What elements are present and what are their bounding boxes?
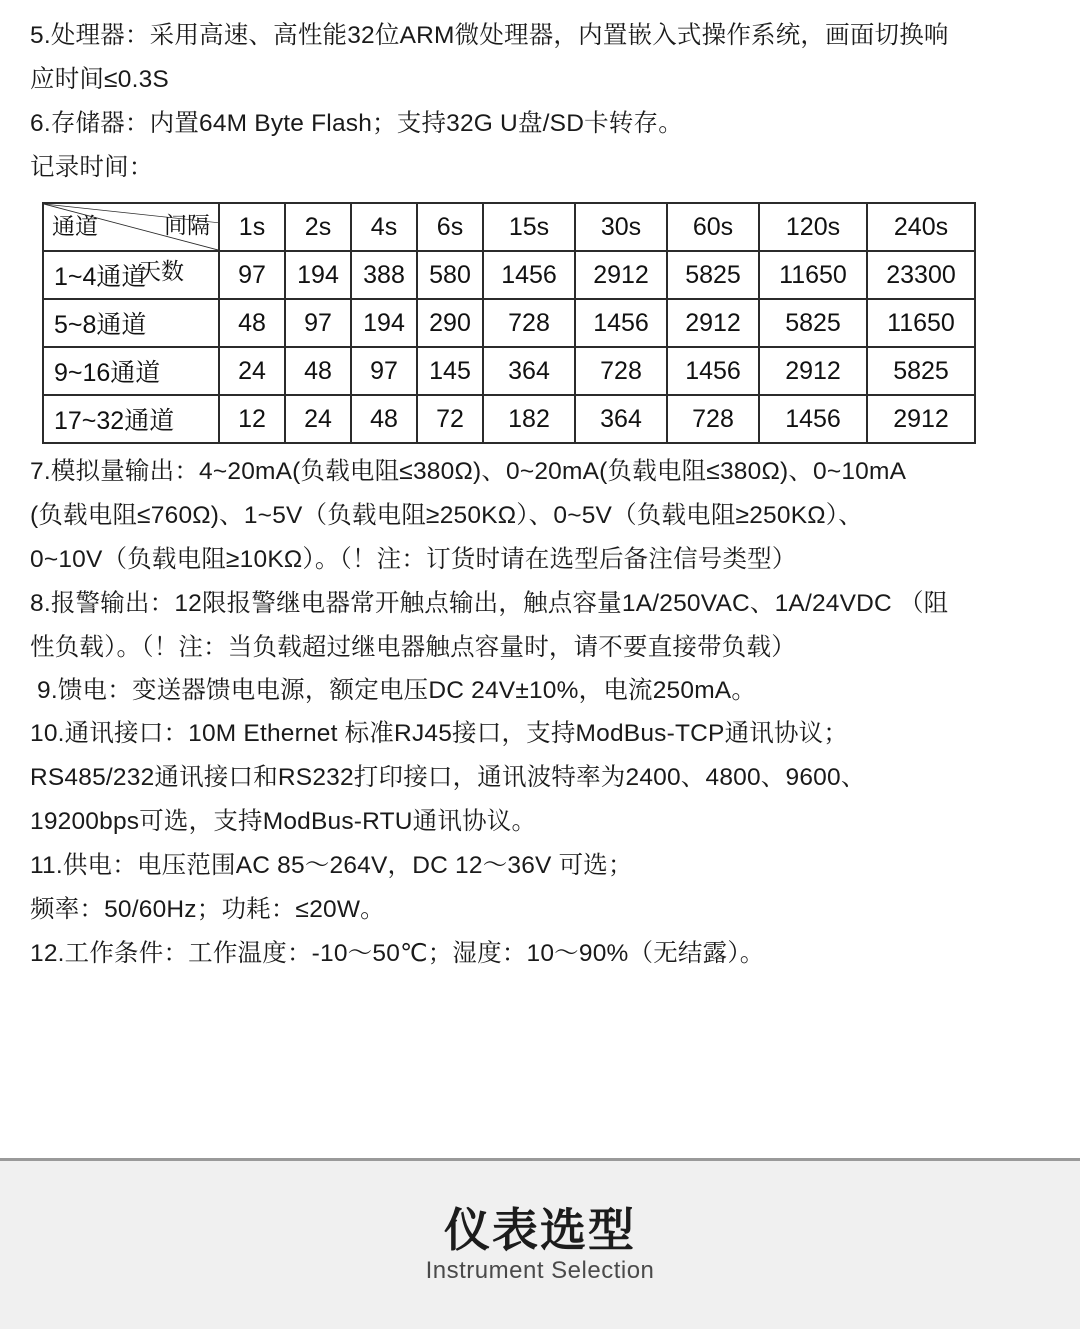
cell-r2-c2: 97 <box>351 347 417 395</box>
cell-r3-c7: 1456 <box>759 395 867 443</box>
row-header-9-16: 9~16通道 <box>43 347 219 395</box>
spec-line-6: 6.存储器：内置64M Byte Flash；支持32G U盘/SD卡转存。 <box>30 110 683 137</box>
table-row <box>43 347 975 395</box>
cell-r3-c0: 12 <box>219 395 285 443</box>
cell-r1-c8: 11650 <box>867 299 975 347</box>
table-col-120s: 120s <box>759 203 867 251</box>
section-banner-title: 仪表选型 <box>444 1203 636 1256</box>
cell-r0-c8: 23300 <box>867 251 975 299</box>
table-row <box>43 299 975 347</box>
cell-r0-c7: 11650 <box>759 251 867 299</box>
cell-r0-c4: 1456 <box>483 251 575 299</box>
cell-r0-c3: 580 <box>417 251 483 299</box>
cell-r3-c6: 728 <box>667 395 759 443</box>
spec-line-5a: 5.处理器：采用高速、高性能32位ARM微处理器，内置嵌入式操作系统，画面切换响 <box>30 22 949 49</box>
spec-line-12: 12.工作条件：工作温度：-10～50℃；湿度：10～90%（无结露）。 <box>30 940 765 967</box>
spec-line-10c: 19200bps可选，支持ModBus-RTU通讯协议。 <box>30 808 537 835</box>
row-header-1-4: 1~4通道 <box>43 251 219 299</box>
cell-r1-c0: 48 <box>219 299 285 347</box>
cell-r1-c2: 194 <box>351 299 417 347</box>
cell-r2-c5: 728 <box>575 347 667 395</box>
section-banner-subtitle: Instrument Selection <box>425 1257 655 1285</box>
cell-r1-c3: 290 <box>417 299 483 347</box>
spec-line-7a: 7.模拟量输出：4~20mA(负载电阻≤380Ω)、0~20mA(负载电阻≤380Ω)、0~10mA <box>30 458 907 485</box>
cell-r2-c1: 48 <box>285 347 351 395</box>
record-time-table-wrapper <box>42 202 1050 444</box>
spec-line-10b: RS485/232通讯接口和RS232打印接口，通讯波特率为2400、4800、9600、 <box>30 764 866 791</box>
spec-line-8b: 性负载）。（！注：当负载超过继电器触点容量时，请不要直接带负载） <box>30 634 796 661</box>
table-col-4s: 4s <box>351 203 417 251</box>
cell-r2-c6: 1456 <box>667 347 759 395</box>
section-banner <box>0 1158 1080 1329</box>
cell-r2-c0: 24 <box>219 347 285 395</box>
table-col-2s: 2s <box>285 203 351 251</box>
spec-line-11b: 频率：50/60Hz；功耗：≤20W。 <box>30 896 385 923</box>
cell-r0-c2: 388 <box>351 251 417 299</box>
table-header-row <box>43 203 975 251</box>
cell-r3-c2: 48 <box>351 395 417 443</box>
cell-r1-c1: 97 <box>285 299 351 347</box>
spec-line-9: 9.馈电：变送器馈电电源，额定电压DC 24V±10%，电流250mA。 <box>30 677 757 704</box>
cell-r3-c4: 182 <box>483 395 575 443</box>
table-col-60s: 60s <box>667 203 759 251</box>
table-col-240s: 240s <box>867 203 975 251</box>
table-col-1s: 1s <box>219 203 285 251</box>
cell-r0-c6: 5825 <box>667 251 759 299</box>
record-time-table <box>42 202 976 444</box>
spec-line-5b: 应时间≤0.3S <box>30 66 169 93</box>
row-header-5-8: 5~8通道 <box>43 299 219 347</box>
cell-r3-c3: 72 <box>417 395 483 443</box>
table-row <box>43 395 975 443</box>
cell-r1-c4: 728 <box>483 299 575 347</box>
cell-r2-c4: 364 <box>483 347 575 395</box>
corner-channel-label: 通道 <box>52 213 98 239</box>
spec-line-7b: (负载电阻≤760Ω)、1~5V（负载电阻≥250KΩ）、0~5V（负载电阻≥250KΩ）、 <box>30 502 863 529</box>
corner-interval-label: 间隔 <box>164 212 210 238</box>
cell-r3-c8: 2912 <box>867 395 975 443</box>
row-header-17-32: 17~32通道 <box>43 395 219 443</box>
spec-line-10a: 10.通讯接口：10M Ethernet 标准RJ45接口，支持ModBus-TCP通讯协议； <box>30 720 849 747</box>
spec-line-7c: 0~10V（负载电阻≥10KΩ）。（！注：订货时请在选型后备注信号类型） <box>30 546 797 573</box>
table-col-30s: 30s <box>575 203 667 251</box>
cell-r3-c1: 24 <box>285 395 351 443</box>
cell-r2-c3: 145 <box>417 347 483 395</box>
cell-r1-c5: 1456 <box>575 299 667 347</box>
table-col-6s: 6s <box>417 203 483 251</box>
cell-r0-c0: 97 <box>219 251 285 299</box>
table-col-15s: 15s <box>483 203 575 251</box>
cell-r0-c5: 2912 <box>575 251 667 299</box>
cell-r2-c7: 2912 <box>759 347 867 395</box>
record-time-label: 记录时间： <box>30 154 154 181</box>
cell-r1-c6: 2912 <box>667 299 759 347</box>
cell-r3-c5: 364 <box>575 395 667 443</box>
spec-line-8a: 8.报警输出：12限报警继电器常开触点输出，触点容量1A/250VAC、1A/24VDC （阻 <box>30 590 949 617</box>
cell-r1-c7: 5825 <box>759 299 867 347</box>
cell-r2-c8: 5825 <box>867 347 975 395</box>
spec-line-11a: 11.供电：电压范围AC 85～264V，DC 12～36V 可选； <box>30 852 633 879</box>
cell-r0-c1: 194 <box>285 251 351 299</box>
corner-days-label: 天数 <box>138 258 184 284</box>
